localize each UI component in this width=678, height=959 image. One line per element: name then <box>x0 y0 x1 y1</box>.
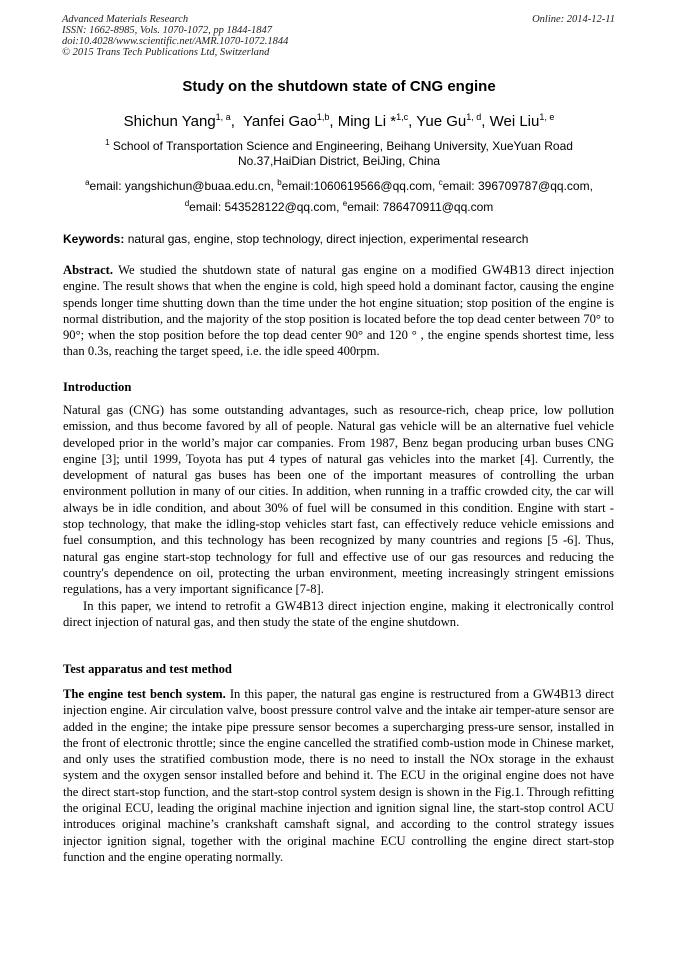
issn-line: ISSN: 1662-8985, Vols. 1070-1072, pp 1844-1847 <box>62 25 272 36</box>
author-affiliation-mark: 1,b <box>316 112 330 122</box>
keywords-text: natural gas, engine, stop technology, direct injection, experimental research <box>127 232 529 246</box>
author-name: Shichun Yang <box>123 113 216 130</box>
author-list: Shichun Yang$^{1, a}$, Yanfei Gao$^{1,b}$, Ming Li *$^{1,c}$, Yue Gu$^{1, d}$, Wei Liu$^{1, e}$ <box>123 112 555 130</box>
email-b[interactable]: email:1060619566@qq.com, <box>281 179 436 193</box>
journal-name: Advanced Materials Research <box>62 14 189 25</box>
author-affiliation-mark: 1,c <box>396 112 409 122</box>
journal-header <box>62 14 288 58</box>
affiliation-line-1: School of Transportation Science and Engineering, Beihang University, XueYuan Road <box>112 139 573 153</box>
abstract <box>63 262 614 360</box>
abstract-label: Abstract. <box>63 263 114 277</box>
doi-line[interactable]: doi:10.4028/www.scientific.net/AMR.1070-1072.1844 <box>62 36 289 47</box>
author-name: Ming Li * <box>337 113 397 130</box>
section-heading-test-apparatus: Test apparatus and test method <box>63 662 232 676</box>
copyright-line: © 2015 Trans Tech Publications Ltd, Switzerland <box>62 47 270 58</box>
email-e[interactable]: email: 786470911@qq.com <box>347 200 494 214</box>
author-emails: $^a$email: yangshichun@buaa.edu.cn, $^b$email:1060619566@qq.com, $^c$email: 396709787@qq.com, $^d$email: 543528122@qq.com, $^e$email: 786470911@qq.com <box>85 178 593 214</box>
affiliation-mark: 1 <box>105 138 110 147</box>
online-date: Online: 2014-12-11 <box>532 14 615 25</box>
author-affiliation-mark: 1, a <box>215 112 231 122</box>
affiliation <box>0 139 678 169</box>
section-heading-introduction: Introduction <box>63 380 132 394</box>
author-affiliation-mark: 1, d <box>466 112 482 122</box>
abstract-text: We studied the shutdown state of natural gas engine on a modified GW4B13 direct injection engine. The result shows that when the engine is cold, high speed hold a dominant factor, causing the engine spends longer time shutting down than the time under the hot engine situation; stop position of the engine is normal distribution, and the majority of the stop position is located before the top dead center between 70° to 90°; when the stop position before the top dead center 90° and 120 ° , the engine spends shortest time, less than 0.3s, reaching the target speed, i.e. the idle speed 400rpm. <box>63 263 614 359</box>
test-section-text: In this paper, the natural gas engine is restructured from a GW4B13 direct injection engine. Air circulation valve, boost pressure control valve and the intake air temper-ature sensor are added in the engine; the intake pipe pressure sensor becomes a supercharging press-ure sensor, installed in the front of electronic throttle; since the engine cancelled the stratified comb-ustion mode in Chinese market, and only uses the stratified combustion mode, there is no need to install the NOx storage in the exhaust system and the oxygen sensor installed before and behind it. The ECU in the original engine does not have the direct start-stop function, and the start-stop control system design is shown in the Fig.1. Through refitting the original ECU, leading the original machine injection and ignition signal line, the start-stop control ACU introduces original machine’s crankshaft camshaft signal, and according to the control strategy issues injector ignition signal, together with the original machine ECU controlling the engine direct start-stop function and the engine operating normally. <box>63 687 614 864</box>
author-name: Yanfei Gao <box>242 113 317 130</box>
paper-title: Study on the shutdown state of CNG engine <box>182 78 496 95</box>
keywords <box>63 232 615 246</box>
email-a[interactable]: email: yangshichun@buaa.edu.cn, <box>89 179 274 193</box>
introduction-body <box>63 402 614 630</box>
keywords-label: Keywords: <box>63 232 125 246</box>
email-d[interactable]: email: 543528122@qq.com, <box>189 200 340 214</box>
subsection-lead: The engine test bench system. <box>63 687 226 701</box>
introduction-paragraph-2: In this paper, we intend to retrofit a GW4B13 direct injection engine, making it electronically control direct injection of natural gas, and then study the state of the engine shutdown. <box>63 598 614 629</box>
author-affiliation-mark: 1, e <box>539 112 555 122</box>
email-c[interactable]: email: 396709787@qq.com, <box>442 179 593 193</box>
introduction-paragraph-1: Natural gas (CNG) has some outstanding advantages, such as resource-rich, cheap price, low pollution emission, and thus become favored by all of people. Natural gas vehicle will be an alternative fuel vehicle developed prior in the world’s major car companies. From 1987, Benz began producing urban buses CNG engine [3]; until 1999, Toyota has put 4 types of natural gas vehicles into the market [4]. Currently, the development of natural gas buses has been one of the important measures of controlling the urban environment pollution in many of our cities. In addition, when running in a traffic crowded city, the car will always be in idle condition, and about 30% of fuel will be consumed in this condition. Engine with start - stop technology, that make the idling-stop vehicles start fast, can effectively reduce vehicle emissions and fuel consumption, and this technology has been recognized by many countries and regions [5 -6]. Thus, natural gas engine start-stop technology for full and effective use of our gas resources and reducing the country's dependence on oil, protecting the urban environment, meeting increasingly stringent emissions regulations, has a very important significance [7-8]. <box>63 403 614 597</box>
affiliation-line-2: No.37,HaiDian District, BeiJing, China <box>237 154 441 168</box>
test-section-body <box>63 686 614 865</box>
author-name: Wei Liu <box>489 113 540 130</box>
author-name: Yue Gu <box>416 113 467 130</box>
